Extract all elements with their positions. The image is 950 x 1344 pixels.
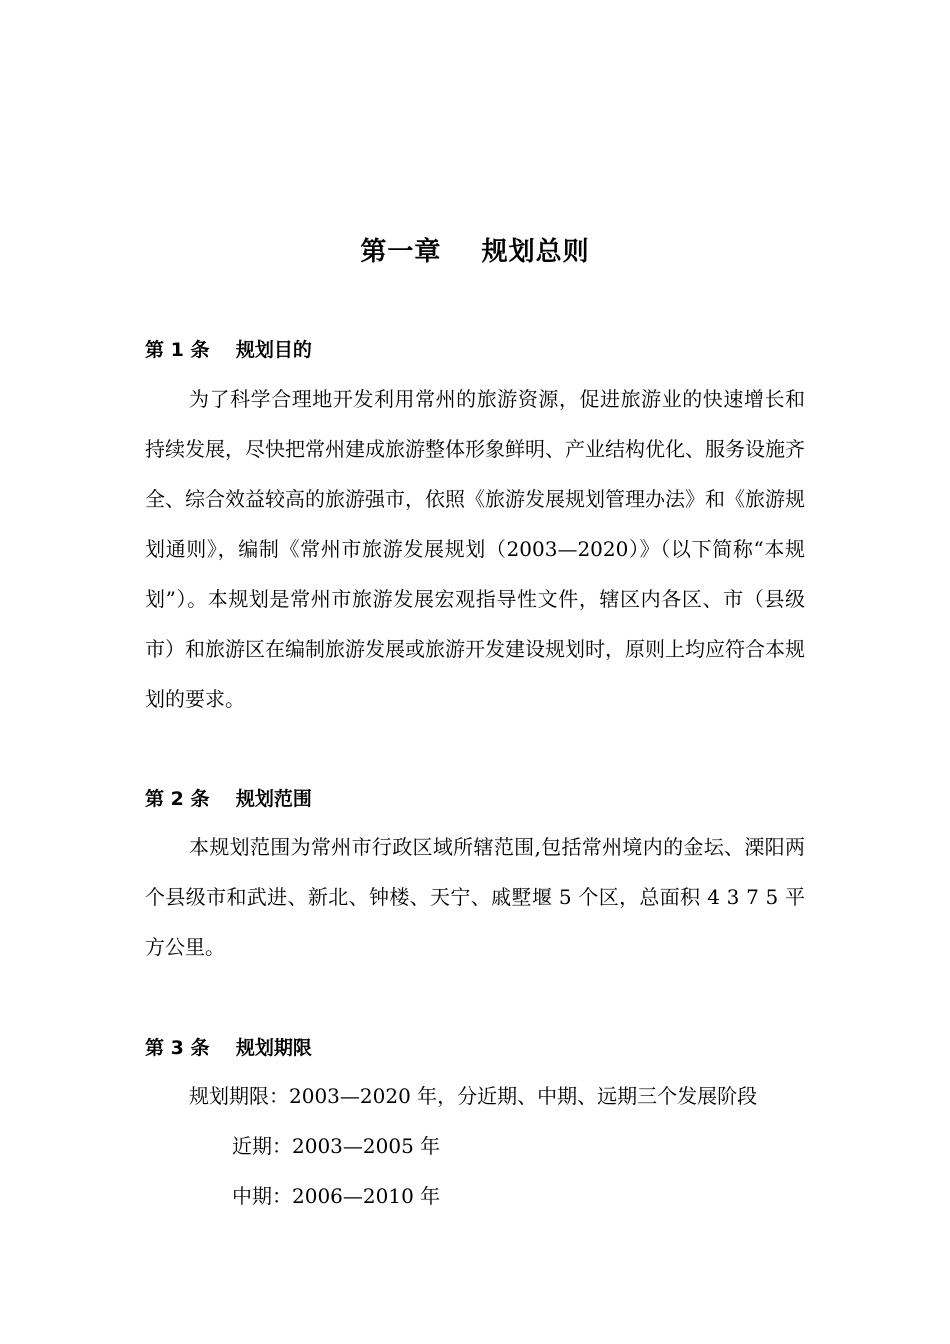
section-body-1: 为了科学合理地开发利用常州的旅游资源，促进旅游业的快速增长和持续发展，尽快把常州建成旅游整体形象鲜明、产业结构优化、服务设施齐全、综合效益较高的旅游强市，依照《旅游发展规划管理办法》和《旅游规划通则》，编制《常州市旅游发展规划（2003—2020）》（以下简称“本规划”）。本规划是常州市旅游发展宏观指导性文件，辖区内各区、市（县级市）和旅游区在编制旅游发展或旅游开发建设规划时，原则上均应符合本规划的要求。 — [145, 387, 805, 711]
chapter-title: 第一章 规划总则 — [360, 237, 590, 267]
section-body-2: 本规划范围为常州市行政区域所辖范围,包括常州境内的金坛、溧阳两个县级市和武进、新北、钟楼、天宁、戚墅堰 5 个区，总面积 4 3 7 5 平方公里。 — [145, 835, 805, 959]
period-mid: 中期：2006—2010 年 — [232, 1184, 441, 1208]
section-heading-2: 第 2 条 规划范围 — [145, 788, 312, 810]
section-heading-3: 第 3 条 规划期限 — [145, 1037, 312, 1059]
section-heading-1: 第 1 条 规划目的 — [145, 339, 312, 361]
period-near: 近期：2003—2005 年 — [232, 1134, 441, 1158]
period-intro: 规划期限：2003—2020 年，分近期、中期、远期三个发展阶段 — [189, 1084, 758, 1108]
